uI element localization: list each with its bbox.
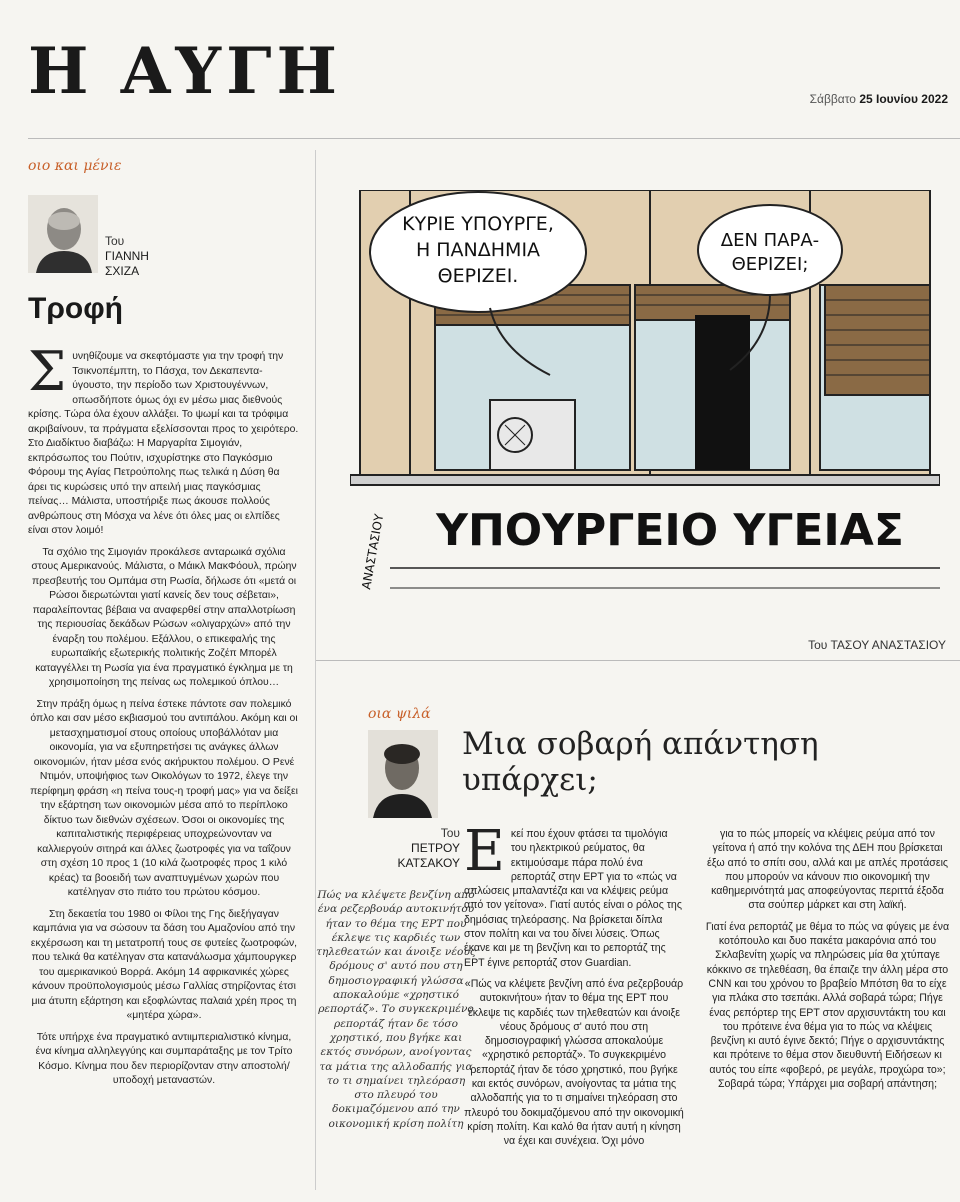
right-article-title: Μια σοβαρή απάντηση υπάρχει; [462,726,819,798]
right-paragraph-2: «Πώς να κλέψετε βενζίνη από ένα ρεζερβουάρ αυτοκινήτου» ήταν το θέμα της ΕΡΤ που έκλεψε τις καρδιές των τηλεθεατών και άνοιξε νέους δρόμους σ' αυτό που στη δημοσιογραφική γλώσσα αποκαλούμε «χρηστικό ρεπορτάζ». Το συγκεκριμένο ρεπορτάζ ήταν δε τόσο χρηστικό, που βγήκε και εκτός συνόρων, ανοίγοντας τα μάτια της αλλοδαπής για το τι σημαίνει τηλεόραση στο πλευρό του δοκιμαζόμενου από την οικονομική κρίση πολίτη. Και καλό θα ήταν αυτή η κίνηση να έχει και συνέχεια. Όχι μόνο [464,977,684,1148]
bubble-left-line1: ΚΥΡΙΕ ΥΠΟΥΡΓΕ, [402,213,554,235]
bubble-right-line2: ΘΕΡΙΖΕΙ; [731,254,809,275]
right-paragraph-3: για το πώς μπορείς να κλέψεις ρεύμα από τον γείτονα ή από την κολόνα της ΔΕΗ που βρίσκεται έξω από το σπίτι σου, αλλά και με απλές προτάσεις που μπορούν να κάνουν πιο οικονομική την καθημερινότητά μας αποφεύγοντας περιττά έξοδα στα σούπερ μάρκετ και στη λαϊκή. [706,828,949,912]
date-full: 25 Ιουνίου 2022 [859,92,948,106]
author-name-line1: ΓΙΑΝΝΗ [105,249,149,263]
byline-prefix: Του [105,234,125,248]
bubble-left-line3: ΘΕΡΙΖΕΙ. [437,265,519,287]
bubble-right-line1: ΔΕΝ ΠΑΡΑ- [720,230,820,251]
left-article-title: Τροφή [28,292,123,325]
author-name-line2: ΣΧΙΖΑ [105,264,140,278]
left-paragraph-4: Στη δεκαετία του 1980 οι Φίλοι της Γης διεξήγαγαν καμπάνια για να σώσουν τα δάση του Αμαζονίου από την εκχέρσωση και τη μετατροπή τους σε φυτείες ζωοτροφών, που τελικά θα κατέληγαν στα κατανάλωσμα χάμπουργκερ του αμερικανικού Βορρά. Ακόμη 14 αφρικανικές χώρες κάνουν προϋπολογισμούς μέσω Γαλλίας στηρίζοντας έτσι μια άτυπη εξάρτηση και εξοφλώντας παλαιά χρέη προς τη «μητέρα χώρα». [30,908,298,1021]
bubble-left-line2: Η ΠΑΝΔΗΜΙΑ [415,239,541,261]
byline-prefix-right: Του [440,826,460,840]
window-center [635,285,790,470]
left-paragraph-2: Τα σχόλιο της Σιμογιάν προκάλεσε ανταρωικά σχόλια στους Αμερικανούς. Μάλιστα, ο Μάικλ ΜακΦόουλ, πρώην πρεσβευτής του Ομπάμα στη Ρωσία, δήλωσε ότι «μετά οι Ρώσοι διερωτώνται γιατί κανείς δεν τους σέβεται», παραλείποντας βέβαια να αναφερθεί στην απαλλοτρίωση της περιουσίας δεκάδων Ρώσων «ολιγαρχών» από την έναρξη του πολέμου. Εξάλλου, ο επικεφαλής της ευρωπαϊκής εξωτερικής πολιτικής Ζοζέπ Μπορέλ καταγγέλλει τη Ρωσία για ένα πραγματικό έγκλημα με τη χρησιμοποίηση της πείνας ως πολεμικού όπλου… [31,546,297,688]
cartoonist-signature: ΑΝΑΣΤΑΣΙΟΥ [359,512,387,591]
right-paragraph-4: Γιατί ένα ρεπορτάζ με θέμα το πώς να φύγεις με ένα κοτόπουλο και δυο πακέτα μακαρόνια από του Σκλαβενίτη χωρίς να πληρώσεις μία θα χτύπαγε κόκκινο σε τηλεθέαση, θα έπαιζε την άλλη μέρα στο CNN και του χρόνου το βραβείο Μπότση θα το είχε για πλάκα στο τσεπάκι. Αλλά σοβαρά τώρα; Πήγε ένας ρεπόρτερ της ΕΡΤ στον αρχισυντάκτη του και του πρότεινε ένα θέμα για το πώς να κλέψεις βενζίνη κι αυτό έγινε δεκτό; Πήγε ο αρχισυντάκτης και πρότεινε το θέμα στον διευθυντή Ειδήσεων κι αυτός του είπε «φοβερό, ρε μεγάλε, προχώρα το»; Σοβαρά τώρα; Υπάρχει μια σοβαρή απάντηση; [705,920,950,1091]
left-paragraph-5: Τότε υπήρχε ένα πραγματικό αντιιμπεριαλιστικό κίνημα, ένα κίνημα αλληλεγγύης και συμπαράταξης με τον Τρίτο Κόσμο. Κίνημα που δεν περιορίζονταν στην αποστολή/υποδοχή μεταναστών. [35,1031,293,1086]
right-paragraph-1: Εκεί που έχουν φτάσει τα τιμολόγια του ηλεκτρικού ρεύματος, θα εκτιμούσαμε πάρα πολύ ένα ρεπορτάζ στην ΕΡΤ για το «πώς να απλώσεις μπαλαντέζα και να κλέψεις ρεύμα από τον γείτονα». Γιατί αυτός είναι ο ρόλος της δημόσιας τηλεόρασης. Να βρίσκεται δίπλα στον πολίτη και να του δίνει λύσεις. Όπως έκανε και με τη βενζίνη και το ρεπορτάζ της ΕΡΤ έγινε ρεπορτάζ στον Guardian. [464,819,682,969]
pull-quote: Πώς να κλέψετε βενζίνη από ένα ρεζερβουάρ αυτοκινήτου ήταν το θέμα της ΕΡΤ που έκλεψε τις καρδιές των τηλεθεατών και άνοιξε νέους δρόμους σ' αυτό που στη δημοσιογραφική γλώσσα αποκαλούμε «χρηστικό ρεπορτάζ». Το συγκεκριμένο ρεπορτάζ ήταν δε τόσο χρηστικό, που βγήκε και εκτός συνόρων, ανοίγοντας τα μάτια της αλλοδαπής για το τι σημαίνει τηλεόραση στο πλευρό του δοκιμαζόμενου από την οικονομική κρίση πολίτη [316,889,476,1130]
political-cartoon [350,190,940,630]
cartoon-credit: Του ΤΑΣΟΥ ΑΝΑΣΤΑΣΙΟΥ [808,638,946,652]
author-photo-schizas [28,195,98,273]
ministry-sign: ΥΠΟΥΡΓΕΙΟ ΥΓΕΙΑΣ [436,505,904,556]
window-right [820,285,930,470]
dropcap: Σ [28,340,67,403]
left-byline [105,234,149,279]
author-photo-katsakos [368,730,438,818]
window-left [435,285,630,470]
left-paragraph-3: Στην πράξη όμως η πείνα έστεκε πάντοτε σαν πολεμικό όπλο και σαν μέσο εκβιασμού του αντιπάλου. Ακόμη και οι μετασχηματισμοί στους οποίους υποβάλλόταν μια οικονομία, για να εξυπηρετήσει τις ανάγκες άλλων οικονομιών, ήταν μέσα ενός ακήρυκτου πολέμου. Ο Ρενέ Ντιμόν, υποψήφιος των Οικολόγων το 1972, έλεγε την περίφημη φράση «η πείνα τους-η τροφή μας» για να δείξει την εξάρτηση των οικονομιών μέσα από το περίπλοκο δίκτυο των διεθνών σχέσεων. Όσοι οι οικονομίες της καπιταλιστικής περιφέρειας υποχρεώνονταν να καλλιεργούν σιτηρά και άλλες ζωοτροφές για να ταΐζουν στη σχέση 10 προς 1 (10 κιλά ζωοτροφές προς 1 κιλό κρέας) τα βοοειδή των αναπτυγμένων χωρών που κατέληγαν στο πιάτο του πρώτου κόσμου. [30,698,298,898]
right-byline [380,826,460,871]
dropcap-right: Ε [464,819,505,884]
left-column-kicker: οιο και μένιε [28,158,122,174]
date-day: Σάββατο [809,92,856,106]
section-rule [316,660,960,661]
right-column-kicker: οια ψιλά [368,706,431,722]
newspaper-masthead: Η ΑΥΓΗ [28,34,342,109]
author-name-right-line2: ΚΑΤΣΑΚΟΥ [397,856,460,870]
right-article-column-2 [705,827,950,1098]
author-name-right-line1: ΠΕΤΡΟΥ [411,841,460,855]
issue-date [810,92,948,106]
left-article-body [28,340,300,1096]
right-article-column-1 [464,819,684,1156]
masthead-rule [28,138,960,139]
left-paragraph-1: Συνηθίζουμε να σκεφτόμαστε για την τροφή την Τσικνοπέμπτη, το Πάσχα, τον Δεκαπενταύγουστο, την περίοδο των Χριστουγέννων, οπωσδήποτε όμως όχι εν μέσω μιας διεθνούς κρίσης. Τώρα όλα έχουν αλλάξει. Το ψωμί και τα τρόφιμα ακριβαίνουν, τα πράγματα εξελίσσονται προς το χειρότερο. Στο Διαδίκτυο διαβάζω: Η Μαργαρίτα Σιμογιάν, εκπρόσωπος του Πούτιν, ισχυρίστηκε στο Παγκόσμιο Φόρουμ της Αγίας Πετρούπολης πως τελικά η Δύση θα άρει τις κυρώσεις υπό την απειλή μιας παγκόσμιας πείνας… Μάλιστα, υποστήριξε πως άκουσε πολλούς ανθρώπους στη Μόσχα να λένε ότι όλες μας οι ελπίδες είναι στον λοιμό! [28,340,299,536]
